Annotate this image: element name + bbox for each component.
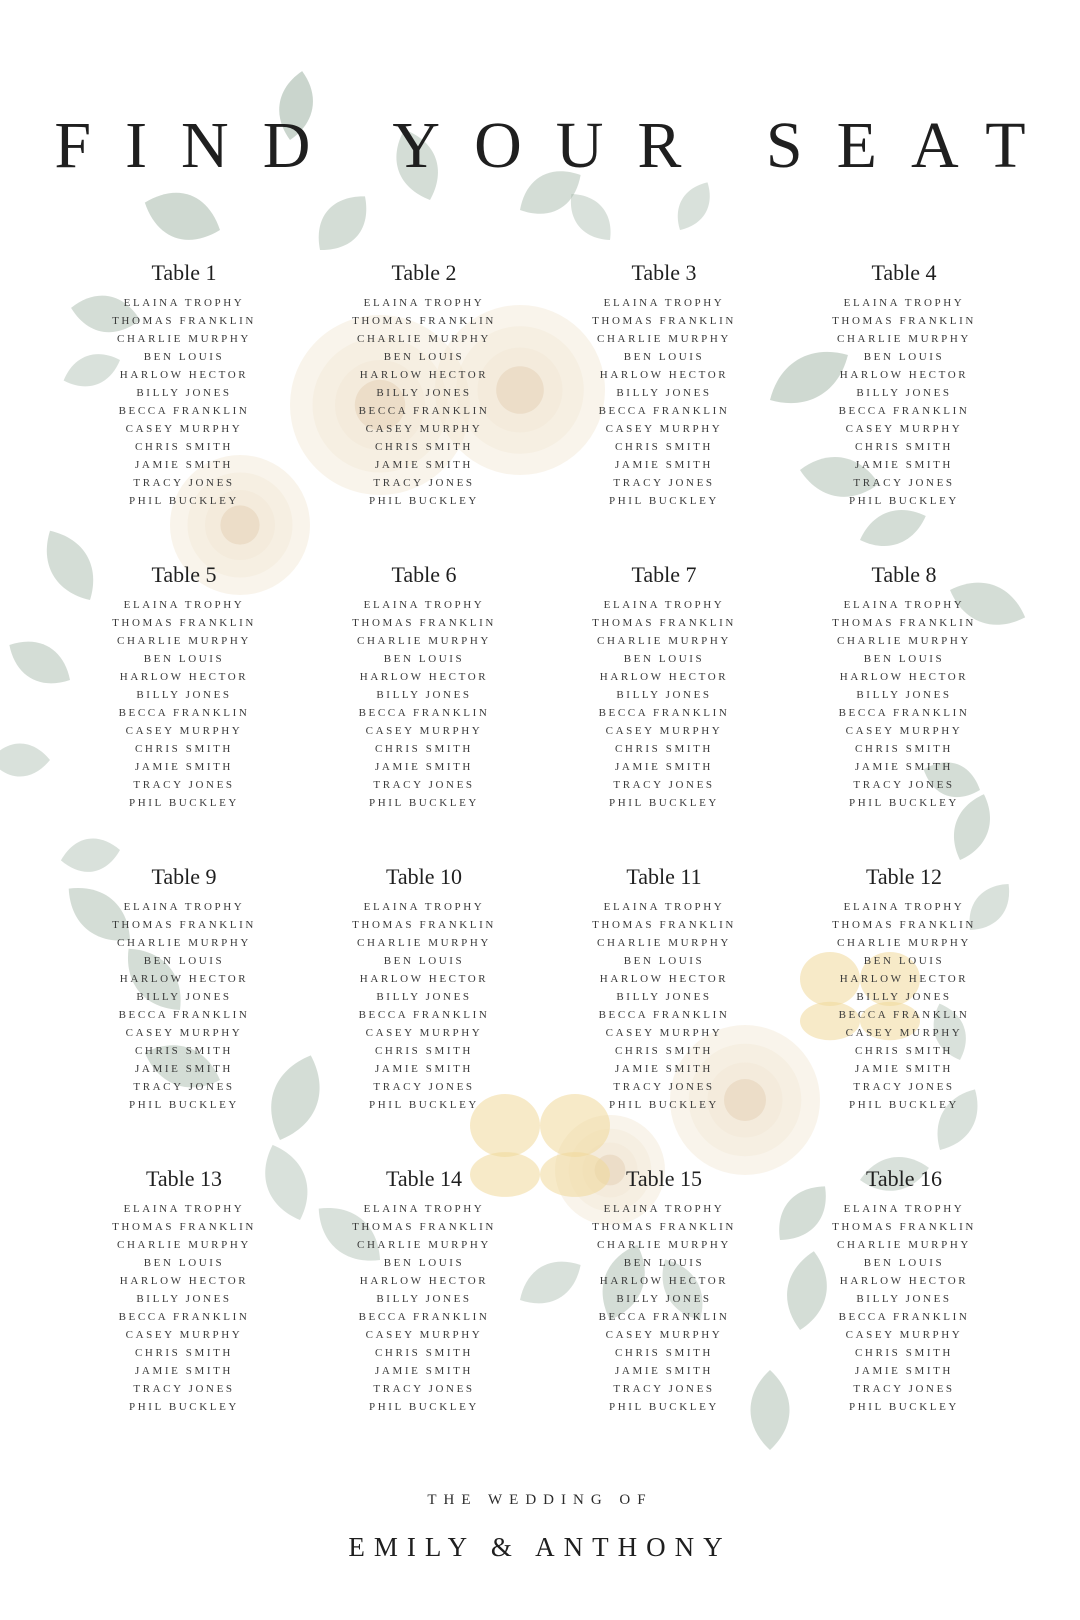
guest-name: TRACY JONES bbox=[373, 1383, 475, 1395]
guest-name: CASEY MURPHY bbox=[125, 1329, 243, 1341]
guest-name: BILLY JONES bbox=[856, 387, 952, 399]
guest-name: CASEY MURPHY bbox=[605, 1329, 723, 1341]
guest-name: TRACY JONES bbox=[853, 1383, 955, 1395]
table-name: Table 11 bbox=[626, 864, 702, 889]
guest-name: TRACY JONES bbox=[133, 1081, 235, 1093]
guest-name: BILLY JONES bbox=[376, 1293, 472, 1305]
guest-name: BILLY JONES bbox=[856, 1293, 952, 1305]
guest-name: HARLOW HECTOR bbox=[119, 1275, 249, 1287]
guest-name: HARLOW HECTOR bbox=[839, 369, 969, 381]
seating-table bbox=[784, 1164, 1024, 1416]
guest-name: CHRIS SMITH bbox=[375, 1347, 473, 1359]
guest-name: CHARLIE MURPHY bbox=[837, 333, 971, 345]
guest-name: BILLY JONES bbox=[376, 387, 472, 399]
guest-name: TRACY JONES bbox=[373, 477, 475, 489]
table-name: Table 7 bbox=[631, 562, 697, 587]
guest-name: HARLOW HECTOR bbox=[599, 369, 729, 381]
page-title: FIND YOUR SEAT bbox=[54, 109, 1060, 182]
guest-name: ELAINA TROPHY bbox=[843, 297, 965, 309]
guest-name: THOMAS FRANKLIN bbox=[352, 617, 496, 629]
guest-name: BECCA FRANKLIN bbox=[598, 405, 730, 417]
guest-name: CHRIS SMITH bbox=[135, 743, 233, 755]
guest-name: PHIL BUCKLEY bbox=[129, 1401, 239, 1413]
guest-name: HARLOW HECTOR bbox=[359, 973, 489, 985]
guest-name: BEN LOUIS bbox=[143, 1257, 225, 1269]
couple-names: EMILY & ANTHONY bbox=[348, 1532, 732, 1562]
guest-name: HARLOW HECTOR bbox=[119, 671, 249, 683]
guest-name: ELAINA TROPHY bbox=[603, 599, 725, 611]
guest-name: ELAINA TROPHY bbox=[603, 901, 725, 913]
guest-name: TRACY JONES bbox=[133, 779, 235, 791]
guest-name: BEN LOUIS bbox=[143, 351, 225, 363]
seating-table bbox=[544, 1164, 784, 1416]
seating-table bbox=[304, 560, 544, 812]
guest-name: HARLOW HECTOR bbox=[839, 671, 969, 683]
guest-name: ELAINA TROPHY bbox=[363, 901, 485, 913]
table-name: Table 1 bbox=[151, 260, 217, 285]
seating-table bbox=[64, 1164, 304, 1416]
guest-name: CHRIS SMITH bbox=[135, 441, 233, 453]
guest-name: BEN LOUIS bbox=[383, 955, 465, 967]
guest-name: PHIL BUCKLEY bbox=[609, 495, 719, 507]
table-name: Table 9 bbox=[151, 864, 217, 889]
guest-name: CHRIS SMITH bbox=[855, 1347, 953, 1359]
guest-name: TRACY JONES bbox=[373, 1081, 475, 1093]
guest-name: HARLOW HECTOR bbox=[599, 671, 729, 683]
guest-name: JAMIE SMITH bbox=[135, 1365, 233, 1377]
guest-name: JAMIE SMITH bbox=[135, 1063, 233, 1075]
guest-name: BECCA FRANKLIN bbox=[358, 1311, 490, 1323]
guest-name: HARLOW HECTOR bbox=[359, 1275, 489, 1287]
seating-table bbox=[784, 560, 1024, 812]
seating-table bbox=[64, 560, 304, 812]
guest-name: JAMIE SMITH bbox=[375, 1365, 473, 1377]
guest-name: CASEY MURPHY bbox=[125, 725, 243, 737]
table-name: Table 12 bbox=[865, 864, 943, 889]
guest-name: JAMIE SMITH bbox=[855, 459, 953, 471]
guest-name: BILLY JONES bbox=[136, 689, 232, 701]
guest-name: BILLY JONES bbox=[856, 991, 952, 1003]
guest-name: BILLY JONES bbox=[616, 1293, 712, 1305]
guest-name: CASEY MURPHY bbox=[605, 725, 723, 737]
guest-name: CHRIS SMITH bbox=[615, 441, 713, 453]
guest-name: BILLY JONES bbox=[616, 991, 712, 1003]
guest-name: ELAINA TROPHY bbox=[603, 297, 725, 309]
guest-name: BILLY JONES bbox=[136, 991, 232, 1003]
guest-name: CHARLIE MURPHY bbox=[357, 635, 491, 647]
guest-name: CASEY MURPHY bbox=[125, 1027, 243, 1039]
guest-name: BECCA FRANKLIN bbox=[358, 707, 490, 719]
guest-name: PHIL BUCKLEY bbox=[849, 1401, 959, 1413]
seating-table bbox=[304, 258, 544, 510]
guest-name: CHRIS SMITH bbox=[615, 743, 713, 755]
guest-name: BILLY JONES bbox=[136, 1293, 232, 1305]
table-name: Table 15 bbox=[625, 1166, 703, 1191]
guest-name: BEN LOUIS bbox=[383, 351, 465, 363]
guest-name: PHIL BUCKLEY bbox=[129, 495, 239, 507]
guest-name: JAMIE SMITH bbox=[855, 1365, 953, 1377]
guest-name: CASEY MURPHY bbox=[845, 1027, 963, 1039]
guest-name: JAMIE SMITH bbox=[615, 459, 713, 471]
guest-name: JAMIE SMITH bbox=[615, 1063, 713, 1075]
seating-table bbox=[784, 862, 1024, 1114]
guest-name: CHARLIE MURPHY bbox=[357, 333, 491, 345]
guest-name: CASEY MURPHY bbox=[845, 423, 963, 435]
guest-name: BILLY JONES bbox=[376, 689, 472, 701]
guest-name: PHIL BUCKLEY bbox=[129, 797, 239, 809]
guest-name: BILLY JONES bbox=[616, 387, 712, 399]
guest-name: CASEY MURPHY bbox=[605, 423, 723, 435]
guest-name: CASEY MURPHY bbox=[365, 725, 483, 737]
guest-name: BILLY JONES bbox=[136, 387, 232, 399]
guest-name: ELAINA TROPHY bbox=[123, 297, 245, 309]
guest-name: TRACY JONES bbox=[613, 477, 715, 489]
guest-name: PHIL BUCKLEY bbox=[129, 1099, 239, 1111]
guest-name: JAMIE SMITH bbox=[375, 761, 473, 773]
table-name: Table 3 bbox=[631, 260, 697, 285]
guest-name: CHRIS SMITH bbox=[615, 1045, 713, 1057]
guest-name: BECCA FRANKLIN bbox=[358, 405, 490, 417]
guest-name: BEN LOUIS bbox=[143, 955, 225, 967]
guest-name: BECCA FRANKLIN bbox=[118, 1311, 250, 1323]
guest-name: JAMIE SMITH bbox=[135, 761, 233, 773]
guest-name: JAMIE SMITH bbox=[135, 459, 233, 471]
guest-name: BECCA FRANKLIN bbox=[118, 707, 250, 719]
guest-name: ELAINA TROPHY bbox=[123, 1203, 245, 1215]
guest-name: THOMAS FRANKLIN bbox=[592, 617, 736, 629]
guest-name: PHIL BUCKLEY bbox=[609, 1099, 719, 1111]
guest-name: BEN LOUIS bbox=[623, 955, 705, 967]
seating-table bbox=[64, 258, 304, 510]
guest-name: BECCA FRANKLIN bbox=[598, 1009, 730, 1021]
guest-name: CHRIS SMITH bbox=[135, 1347, 233, 1359]
guest-name: CHRIS SMITH bbox=[375, 743, 473, 755]
guest-name: CHARLIE MURPHY bbox=[597, 937, 731, 949]
guest-name: HARLOW HECTOR bbox=[599, 1275, 729, 1287]
seating-table bbox=[544, 258, 784, 510]
guest-name: CASEY MURPHY bbox=[365, 1027, 483, 1039]
guest-name: CHARLIE MURPHY bbox=[117, 333, 251, 345]
guest-name: JAMIE SMITH bbox=[375, 459, 473, 471]
guest-name: BECCA FRANKLIN bbox=[838, 1009, 970, 1021]
guest-name: PHIL BUCKLEY bbox=[369, 495, 479, 507]
guest-name: ELAINA TROPHY bbox=[123, 599, 245, 611]
guest-name: TRACY JONES bbox=[853, 1081, 955, 1093]
guest-name: CHARLIE MURPHY bbox=[357, 1239, 491, 1251]
guest-name: CHARLIE MURPHY bbox=[837, 937, 971, 949]
guest-name: CHARLIE MURPHY bbox=[597, 635, 731, 647]
table-name: Table 16 bbox=[865, 1166, 943, 1191]
guest-name: HARLOW HECTOR bbox=[839, 1275, 969, 1287]
guest-name: THOMAS FRANKLIN bbox=[352, 315, 496, 327]
guest-name: CHARLIE MURPHY bbox=[117, 937, 251, 949]
guest-name: CHARLIE MURPHY bbox=[117, 1239, 251, 1251]
guest-name: BECCA FRANKLIN bbox=[838, 707, 970, 719]
guest-name: BEN LOUIS bbox=[383, 653, 465, 665]
guest-name: PHIL BUCKLEY bbox=[369, 797, 479, 809]
guest-name: BEN LOUIS bbox=[863, 955, 945, 967]
guest-name: ELAINA TROPHY bbox=[363, 1203, 485, 1215]
guest-name: CASEY MURPHY bbox=[845, 725, 963, 737]
guest-name: JAMIE SMITH bbox=[615, 761, 713, 773]
guest-name: TRACY JONES bbox=[613, 1081, 715, 1093]
guest-name: CHRIS SMITH bbox=[855, 441, 953, 453]
seating-table bbox=[304, 862, 544, 1114]
guest-name: BECCA FRANKLIN bbox=[118, 1009, 250, 1021]
guest-name: JAMIE SMITH bbox=[375, 1063, 473, 1075]
guest-name: CHARLIE MURPHY bbox=[837, 635, 971, 647]
guest-name: BEN LOUIS bbox=[623, 653, 705, 665]
guest-name: CASEY MURPHY bbox=[365, 423, 483, 435]
guest-name: PHIL BUCKLEY bbox=[849, 797, 959, 809]
guest-name: THOMAS FRANKLIN bbox=[112, 1221, 256, 1233]
guest-name: THOMAS FRANKLIN bbox=[112, 919, 256, 931]
guest-name: THOMAS FRANKLIN bbox=[832, 919, 976, 931]
guest-name: BEN LOUIS bbox=[623, 351, 705, 363]
guest-name: BEN LOUIS bbox=[863, 1257, 945, 1269]
guest-name: ELAINA TROPHY bbox=[363, 599, 485, 611]
guest-name: CHRIS SMITH bbox=[855, 1045, 953, 1057]
guest-name: PHIL BUCKLEY bbox=[369, 1401, 479, 1413]
guest-name: HARLOW HECTOR bbox=[119, 369, 249, 381]
guest-name: THOMAS FRANKLIN bbox=[832, 315, 976, 327]
guest-name: JAMIE SMITH bbox=[855, 761, 953, 773]
guest-name: HARLOW HECTOR bbox=[359, 671, 489, 683]
seating-table bbox=[544, 560, 784, 812]
guest-name: CASEY MURPHY bbox=[365, 1329, 483, 1341]
guest-name: CHARLIE MURPHY bbox=[837, 1239, 971, 1251]
guest-name: THOMAS FRANKLIN bbox=[832, 1221, 976, 1233]
guest-name: TRACY JONES bbox=[853, 477, 955, 489]
guest-name: BEN LOUIS bbox=[143, 653, 225, 665]
guest-name: CHARLIE MURPHY bbox=[117, 635, 251, 647]
guest-name: TRACY JONES bbox=[133, 1383, 235, 1395]
table-name: Table 6 bbox=[391, 562, 457, 587]
guest-name: BILLY JONES bbox=[376, 991, 472, 1003]
table-name: Table 2 bbox=[391, 260, 457, 285]
guest-name: HARLOW HECTOR bbox=[359, 369, 489, 381]
guest-name: PHIL BUCKLEY bbox=[849, 495, 959, 507]
guest-name: BEN LOUIS bbox=[863, 653, 945, 665]
guest-name: THOMAS FRANKLIN bbox=[112, 315, 256, 327]
guest-name: TRACY JONES bbox=[133, 477, 235, 489]
guest-name: CHARLIE MURPHY bbox=[597, 333, 731, 345]
guest-name: CHARLIE MURPHY bbox=[357, 937, 491, 949]
guest-name: CASEY MURPHY bbox=[125, 423, 243, 435]
guest-name: JAMIE SMITH bbox=[615, 1365, 713, 1377]
guest-name: CASEY MURPHY bbox=[845, 1329, 963, 1341]
guest-name: THOMAS FRANKLIN bbox=[352, 919, 496, 931]
guest-name: BEN LOUIS bbox=[623, 1257, 705, 1269]
guest-name: PHIL BUCKLEY bbox=[609, 1401, 719, 1413]
guest-name: PHIL BUCKLEY bbox=[609, 797, 719, 809]
guest-name: TRACY JONES bbox=[613, 779, 715, 791]
seating-table bbox=[544, 862, 784, 1114]
guest-name: HARLOW HECTOR bbox=[119, 973, 249, 985]
guest-name: BECCA FRANKLIN bbox=[358, 1009, 490, 1021]
guest-name: ELAINA TROPHY bbox=[123, 901, 245, 913]
guest-name: ELAINA TROPHY bbox=[843, 1203, 965, 1215]
guest-name: ELAINA TROPHY bbox=[603, 1203, 725, 1215]
guest-name: BECCA FRANKLIN bbox=[598, 707, 730, 719]
guest-name: CHRIS SMITH bbox=[855, 743, 953, 755]
guest-name: TRACY JONES bbox=[853, 779, 955, 791]
table-name: Table 4 bbox=[871, 260, 937, 285]
guest-name: CHARLIE MURPHY bbox=[597, 1239, 731, 1251]
guest-name: THOMAS FRANKLIN bbox=[592, 1221, 736, 1233]
table-name: Table 14 bbox=[385, 1166, 463, 1191]
guest-name: ELAINA TROPHY bbox=[843, 599, 965, 611]
guest-name: THOMAS FRANKLIN bbox=[592, 919, 736, 931]
footer-subtitle: THE WEDDING OF bbox=[427, 1492, 653, 1508]
guest-name: THOMAS FRANKLIN bbox=[832, 617, 976, 629]
guest-name: TRACY JONES bbox=[613, 1383, 715, 1395]
guest-name: TRACY JONES bbox=[373, 779, 475, 791]
guest-name: JAMIE SMITH bbox=[855, 1063, 953, 1075]
table-name: Table 13 bbox=[145, 1166, 223, 1191]
guest-name: BILLY JONES bbox=[856, 689, 952, 701]
guest-name: ELAINA TROPHY bbox=[843, 901, 965, 913]
guest-name: CHRIS SMITH bbox=[135, 1045, 233, 1057]
guest-name: THOMAS FRANKLIN bbox=[592, 315, 736, 327]
table-name: Table 5 bbox=[151, 562, 217, 587]
table-name: Table 8 bbox=[871, 562, 937, 587]
guest-name: ELAINA TROPHY bbox=[363, 297, 485, 309]
guest-name: HARLOW HECTOR bbox=[599, 973, 729, 985]
guest-name: BECCA FRANKLIN bbox=[118, 405, 250, 417]
guest-name: THOMAS FRANKLIN bbox=[112, 617, 256, 629]
guest-name: BEN LOUIS bbox=[863, 351, 945, 363]
guest-name: BEN LOUIS bbox=[383, 1257, 465, 1269]
guest-name: CHRIS SMITH bbox=[615, 1347, 713, 1359]
guest-name: HARLOW HECTOR bbox=[839, 973, 969, 985]
guest-name: BECCA FRANKLIN bbox=[838, 1311, 970, 1323]
guest-name: BECCA FRANKLIN bbox=[598, 1311, 730, 1323]
guest-name: CHRIS SMITH bbox=[375, 441, 473, 453]
guest-name: BILLY JONES bbox=[616, 689, 712, 701]
guest-name: CASEY MURPHY bbox=[605, 1027, 723, 1039]
seating-table bbox=[64, 862, 304, 1114]
seating-table bbox=[784, 258, 1024, 510]
table-name: Table 10 bbox=[385, 864, 463, 889]
guest-name: PHIL BUCKLEY bbox=[849, 1099, 959, 1111]
guest-name: THOMAS FRANKLIN bbox=[352, 1221, 496, 1233]
guest-name: BECCA FRANKLIN bbox=[838, 405, 970, 417]
guest-name: CHRIS SMITH bbox=[375, 1045, 473, 1057]
guest-name: PHIL BUCKLEY bbox=[369, 1099, 479, 1111]
seating-table bbox=[304, 1164, 544, 1416]
